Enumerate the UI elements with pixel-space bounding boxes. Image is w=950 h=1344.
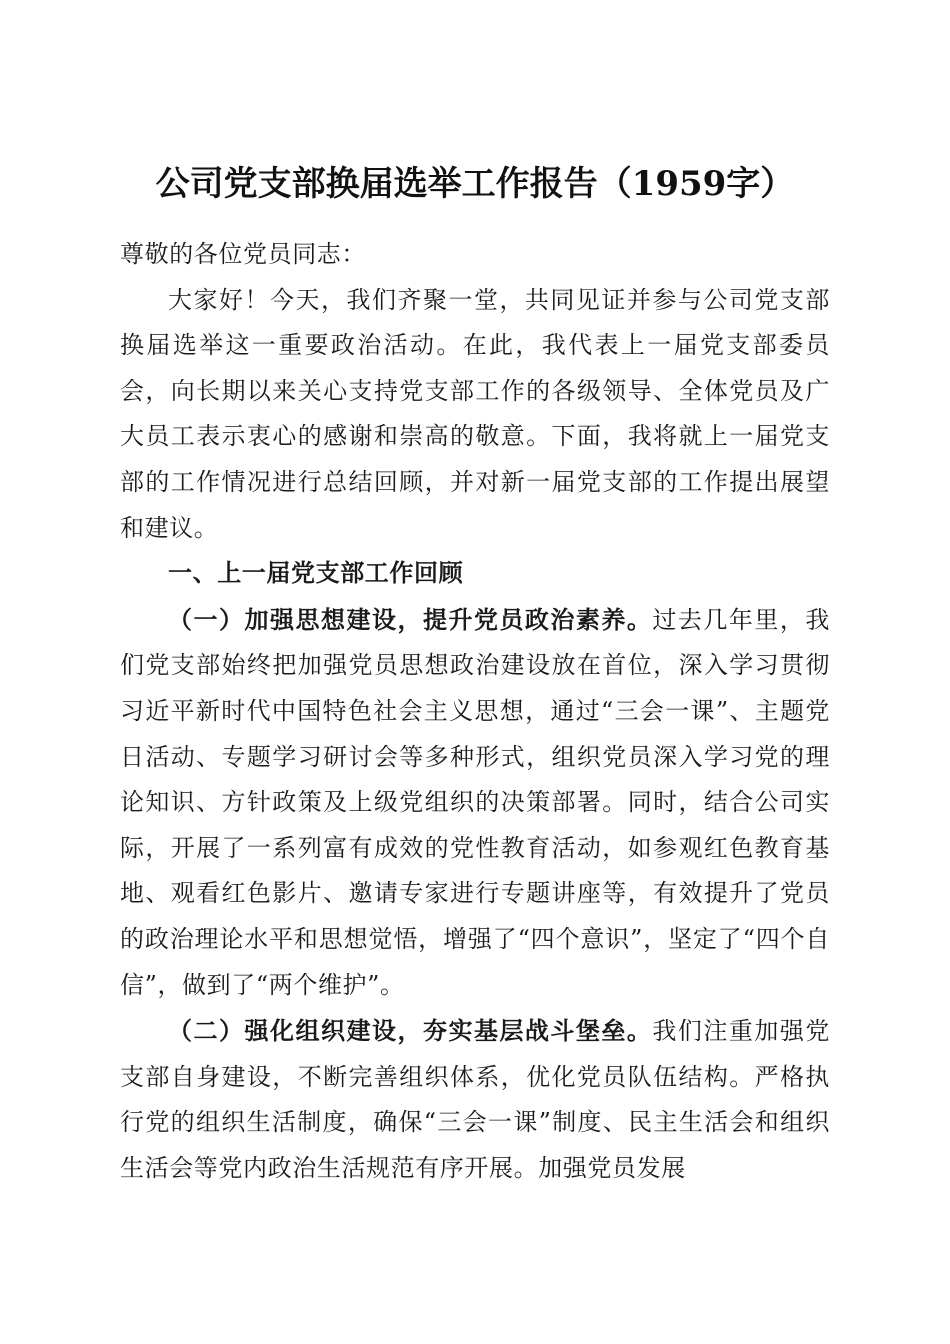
item-1-paragraph: [120, 597, 830, 1008]
document-title: 公司党支部换届选举工作报告（1959字）: [155, 163, 795, 204]
item-2-text: 我们注重加强党支部自身建设，不断完善组织体系，优化党员队伍结构。严格执行党的组织生活制度，确保“三会一课”制度、民主生活会和组织生活会等党内政治生活规范有序开展。加强党员发展: [120, 1017, 830, 1182]
item-2-lead: （二）强化组织建设，夯实基层战斗堡垒。: [168, 1016, 653, 1046]
item-1-text: 过去几年里，我们党支部始终把加强党员思想政治建设放在首位，深入学习贯彻习近平新时代中国特色社会主义思想，通过“三会一课”、主题党日活动、专题学习研讨会等多种形式，组织党员深入学习党的理论知识、方针政策及上级党组织的决策部署。同时，结合公司实际，开展了一系列富有成效的党性教育活动，如参观红色教育基地、观看红色影片、邀请专家进行专题讲座等，有效提升了党员的政治理论水平和思想觉悟，增强了“四个意识”，坚定了“四个自信”，做到了“两个维护”。: [120, 605, 830, 999]
item-2-paragraph: [120, 1008, 830, 1191]
salutation: 尊敬的各位党员同志：: [120, 240, 366, 268]
intro-paragraph: 大家好！今天，我们齐聚一堂，共同见证并参与公司党支部换届选举这一重要政治活动。在此，我代表上一届党支部委员会，向长期以来关心支持党支部工作的各级领导、全体党员及广大员工表示衷心的感谢和崇高的敬意。下面，我将就上一届党支部的工作情况进行总结回顾，并对新一届党支部的工作提出展望和建议。: [120, 285, 830, 542]
item-1-lead: （一）加强思想建设，提升党员政治素养。: [168, 604, 653, 634]
section-heading-review: 一、上一届党支部工作回顾: [168, 559, 464, 588]
document-body: [120, 232, 830, 1191]
